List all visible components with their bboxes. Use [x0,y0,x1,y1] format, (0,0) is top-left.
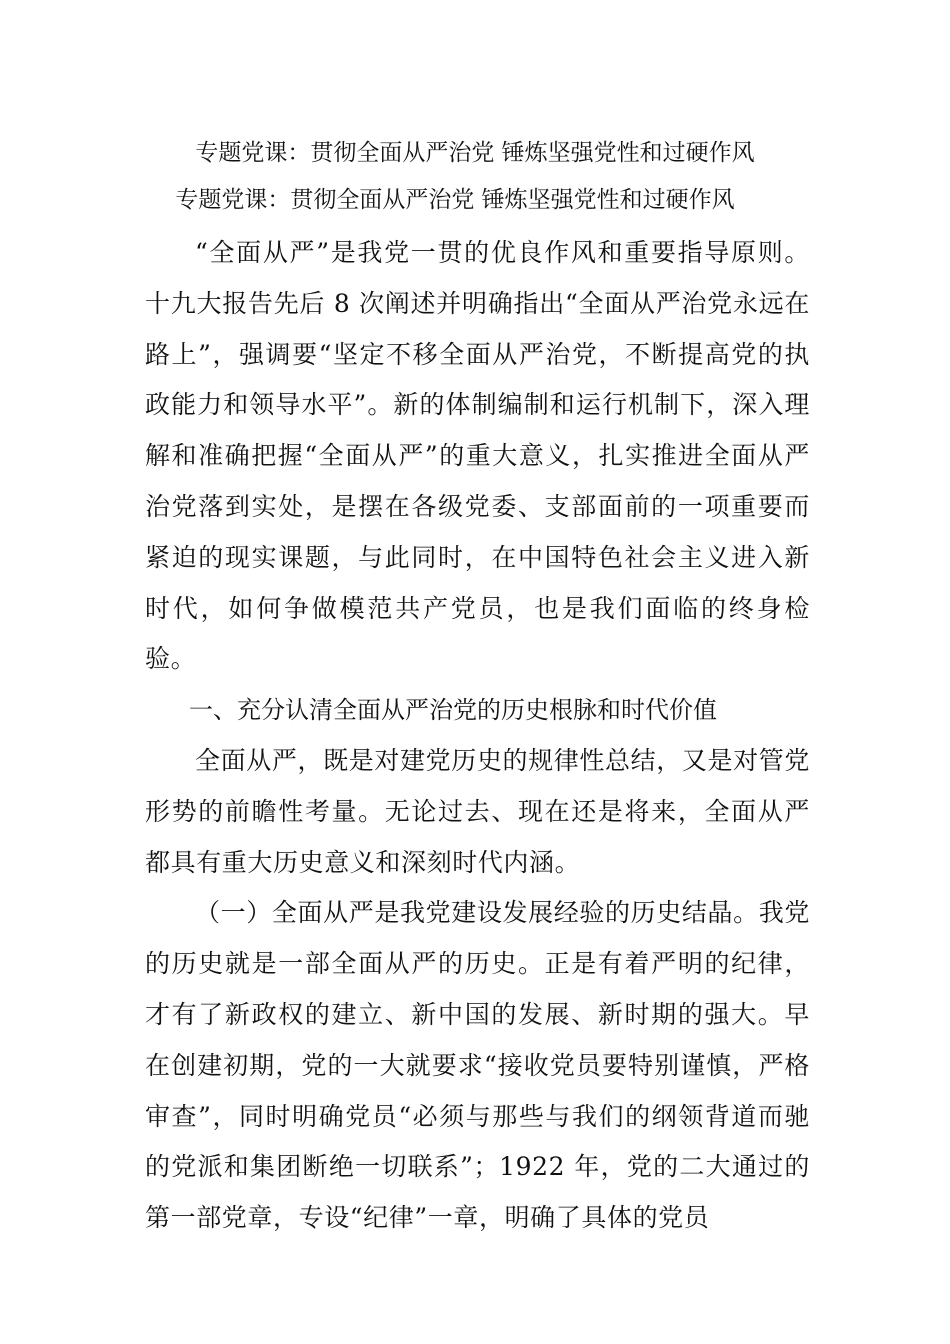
paragraph-intro: “全面从严”是我党一贯的优良作风和重要指导原则。十九大报告先后 8 次阐述并明确指出“全面从严治党永远在路上”，强调要“坚定不移全面从严治党，不断提高党的执政能力和领导水平”。新的体制编制和运行机制下，深入理解和准确把握“全面从严”的重大意义，扎实推进全面从严治党落到实处，是摆在各级党委、支部面前的一项重要而紧迫的现实课题，与此同时，在中国特色社会主义进入新时代，如何争做模范共产党员，也是我们面临的终身检验。 [145,238,810,674]
paragraph-section-1-intro: 全面从严，既是对建党历史的规律性总结，又是对管党形势的前瞻性考量。无论过去、现在还是将来，全面从严都具有重大历史意义和深刻时代内涵。 [145,745,810,877]
paragraph-subsection-1: （一）全面从严是我党建设发展经验的历史结晶。我党的历史就是一部全面从严的历史。正是有着严明的纪律，才有了新政权的建立、新中国的发展、新时期的强大。早在创建初期，党的一大就要求“接收党员要特别谨慎，严格审查”，同时明确党员“必须与那些与我们的纲领背道而驰的党派和集团断绝一切联系”；1922 年，党的二大通过的第一部党章，专设“纪律”一章，明确了具体的党员 [145,898,810,1233]
document-body [145,228,810,1244]
document-title-repeat: 专题党课：贯彻全面从严治党 锤炼坚强党性和过硬作风 [175,187,735,213]
document-title: 专题党课：贯彻全面从严治党 锤炼坚强党性和过硬作风 [195,140,755,166]
section-heading-1: 一、充分认清全面从严治党的历史根脉和时代价值 [189,696,717,725]
